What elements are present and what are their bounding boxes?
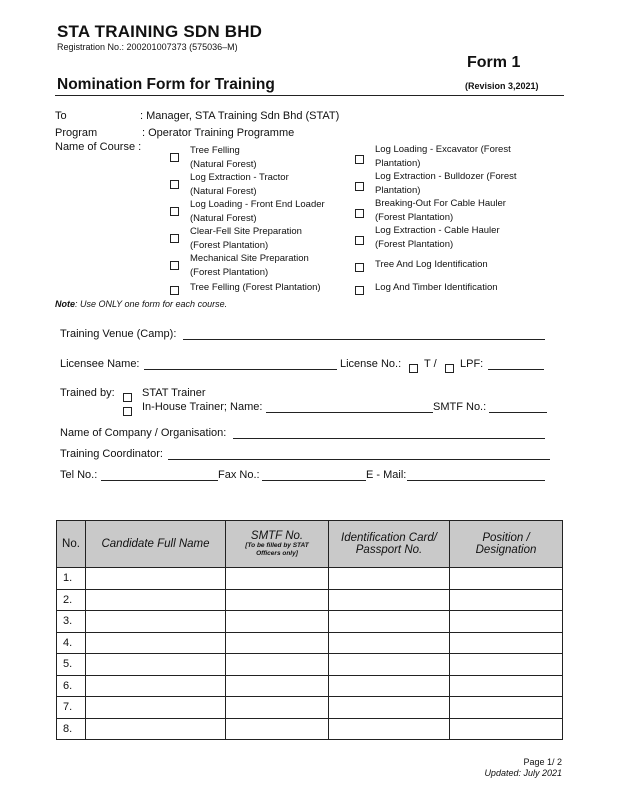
cell-position[interactable] [450, 589, 563, 611]
cell-no: 7. [57, 697, 86, 719]
email-input[interactable] [407, 469, 545, 481]
course-option: Log Extraction - Tractor (Natural Forest) [190, 172, 289, 197]
usage-note [55, 299, 227, 309]
cell-position[interactable] [450, 654, 563, 676]
cell-name[interactable] [86, 568, 226, 590]
to-value: : Manager, STA Training Sdn Bhd (STAT) [140, 110, 340, 122]
course-label: Name of Course : [55, 141, 142, 153]
trained-by-label: Trained by: [60, 387, 115, 399]
cell-ic[interactable] [329, 718, 450, 740]
company-input[interactable] [233, 427, 545, 439]
coordinator-label: Training Coordinator: [60, 448, 163, 460]
cell-smtf[interactable] [226, 697, 329, 719]
cell-smtf[interactable] [226, 611, 329, 633]
training-venue-label: Training Venue (Camp): [60, 328, 177, 340]
checkbox-log-extraction-cable-hauler[interactable] [355, 232, 364, 250]
cell-no: 6. [57, 675, 86, 697]
course-option: Tree Felling (Natural Forest) [190, 145, 257, 170]
table-row [57, 675, 563, 697]
cell-no: 5. [57, 654, 86, 676]
table-row [57, 654, 563, 676]
updated-date: Updated: July 2021 [484, 768, 562, 778]
cell-smtf[interactable] [226, 589, 329, 611]
col-header-position: Position / Designation [450, 521, 563, 568]
table-row [57, 589, 563, 611]
checkbox-log-loading-excavator[interactable] [355, 151, 364, 169]
cell-ic[interactable] [329, 632, 450, 654]
cell-name[interactable] [86, 632, 226, 654]
revision-label: (Revision 3,2021) [465, 81, 539, 91]
smtf-no-label: SMTF No.: [433, 401, 487, 413]
cell-position[interactable] [450, 568, 563, 590]
license-t-label: T / [424, 358, 437, 370]
fax-label: Fax No.: [218, 469, 260, 481]
cell-smtf[interactable] [226, 718, 329, 740]
license-lpf-input[interactable] [488, 358, 544, 370]
smtf-no-input[interactable] [489, 401, 547, 413]
cell-ic[interactable] [329, 675, 450, 697]
cell-position[interactable] [450, 611, 563, 633]
cell-smtf[interactable] [226, 654, 329, 676]
registration-number: Registration No.: 200201007373 (575036–M) [57, 42, 238, 52]
col-header-name: Candidate Full Name [86, 521, 226, 568]
cell-ic[interactable] [329, 568, 450, 590]
inhouse-trainer-name-input[interactable] [266, 401, 433, 413]
note-text: : Use ONLY one form for each course. [75, 299, 228, 309]
table-row [57, 718, 563, 740]
company-name: STA TRAINING SDN BHD [57, 22, 263, 41]
form-number: Form 1 [467, 54, 521, 71]
col-header-ic: Identification Card/ Passport No. [329, 521, 450, 568]
cell-name[interactable] [86, 718, 226, 740]
course-option: Mechanical Site Preparation (Forest Plantation) [190, 253, 309, 278]
candidate-table [56, 520, 563, 740]
cell-ic[interactable] [329, 589, 450, 611]
smtf-header-note-2: Officers only] [256, 550, 298, 557]
checkbox-log-extraction-bulldozer[interactable] [355, 178, 364, 196]
page-number: Page 1/ 2 [523, 757, 562, 767]
cell-ic[interactable] [329, 611, 450, 633]
license-lpf-checkbox[interactable] [445, 360, 454, 378]
cell-name[interactable] [86, 697, 226, 719]
program-label: Program [55, 127, 98, 139]
inhouse-trainer-checkbox[interactable] [123, 403, 132, 421]
license-t-checkbox[interactable] [409, 360, 418, 378]
fax-input[interactable] [262, 469, 366, 481]
table-row [57, 611, 563, 633]
training-venue-input[interactable] [183, 328, 545, 340]
cell-no: 2. [57, 589, 86, 611]
cell-position[interactable] [450, 697, 563, 719]
form-title: Nomination Form for Training [57, 76, 275, 93]
licensee-name-label: Licensee Name: [60, 358, 140, 370]
cell-position[interactable] [450, 675, 563, 697]
course-option: Tree Felling (Forest Plantation) [190, 282, 321, 293]
course-option: Log And Timber Identification [375, 282, 498, 293]
cell-name[interactable] [86, 675, 226, 697]
col-header-no: No. [57, 521, 86, 568]
smtf-header-text: SMTF No. [250, 530, 304, 542]
course-option: Log Extraction - Bulldozer (Forest Plantation) [375, 171, 517, 196]
cell-smtf[interactable] [226, 568, 329, 590]
course-option: Log Extraction - Cable Hauler (Forest Plantation) [375, 225, 500, 250]
table-row [57, 568, 563, 590]
coordinator-input[interactable] [168, 448, 550, 460]
cell-no: 8. [57, 718, 86, 740]
course-option: Log Loading - Excavator (Forest Plantation) [375, 144, 511, 169]
checkbox-log-and-timber-identification[interactable] [355, 282, 364, 300]
tel-label: Tel No.: [60, 469, 98, 481]
checkbox-breaking-out-cable-hauler[interactable] [355, 205, 364, 223]
checkbox-mechanical-site-preparation[interactable] [170, 257, 179, 275]
checkbox-tree-felling-plantation[interactable] [170, 282, 179, 300]
cell-name[interactable] [86, 589, 226, 611]
cell-ic[interactable] [329, 697, 450, 719]
course-option: Log Loading - Front End Loader (Natural Forest) [190, 199, 325, 224]
note-label: Note [55, 299, 75, 309]
company-label: Name of Company / Organisation: [60, 427, 227, 439]
smtf-header-note-1: [To be filled by STAT [245, 542, 309, 549]
checkbox-log-extraction-tractor[interactable] [170, 176, 179, 194]
course-option: Breaking-Out For Cable Hauler (Forest Plantation) [375, 198, 506, 223]
to-label: To [55, 110, 67, 122]
checkbox-tree-felling-natural[interactable] [170, 149, 179, 167]
col-header-smtf [226, 521, 329, 568]
stat-trainer-label: STAT Trainer [142, 387, 206, 399]
cell-ic[interactable] [329, 654, 450, 676]
cell-no: 1. [57, 568, 86, 590]
table-header-row [57, 521, 563, 568]
title-divider [55, 95, 564, 96]
cell-smtf[interactable] [226, 632, 329, 654]
program-value: : Operator Training Programme [142, 127, 295, 139]
checkbox-clear-fell-site-preparation[interactable] [170, 230, 179, 248]
cell-position[interactable] [450, 632, 563, 654]
course-option: Clear-Fell Site Preparation (Forest Plantation) [190, 226, 302, 251]
email-label: E - Mail: [366, 469, 407, 481]
license-lpf-label: LPF: [460, 358, 484, 370]
license-no-label: License No.: [340, 358, 402, 370]
inhouse-trainer-label: In-House Trainer; Name: [142, 401, 263, 413]
cell-no: 4. [57, 632, 86, 654]
cell-no: 3. [57, 611, 86, 633]
licensee-name-input[interactable] [144, 358, 337, 370]
table-row [57, 632, 563, 654]
cell-smtf[interactable] [226, 675, 329, 697]
checkbox-tree-and-log-identification[interactable] [355, 259, 364, 277]
training-venue-row [60, 328, 176, 340]
table-row [57, 697, 563, 719]
course-option: Tree And Log Identification [375, 259, 488, 270]
tel-input[interactable] [101, 469, 218, 481]
cell-name[interactable] [86, 611, 226, 633]
cell-position[interactable] [450, 718, 563, 740]
checkbox-log-loading-front-end-loader[interactable] [170, 203, 179, 221]
cell-name[interactable] [86, 654, 226, 676]
